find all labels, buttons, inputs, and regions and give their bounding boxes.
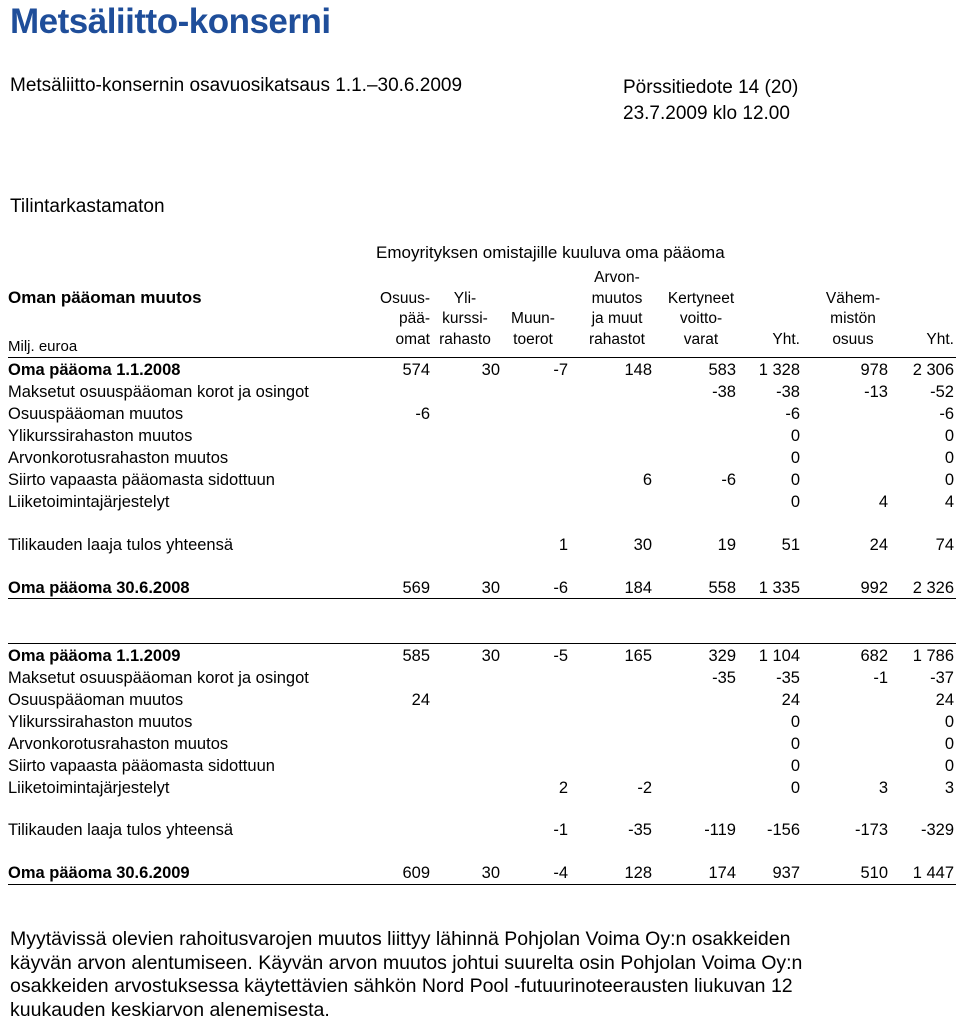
row-label: Arvonkorotusrahaston muutos [8,449,229,467]
table-row [0,819,960,841]
cell-value: 558 [708,579,736,597]
table-unit: Milj. euroa [8,338,78,355]
cell-value: 19 [717,536,736,554]
row-label: Tilikauden laaja tulos yhteensä [8,821,234,839]
cell-value: 30 [481,361,500,379]
cell-value: 0 [790,471,800,489]
table-row [0,469,960,491]
cell-value: -173 [854,821,888,839]
cell-value: -13 [864,383,888,401]
row-label: Oma pääoma 30.6.2009 [8,864,190,882]
table-row [0,711,960,733]
cell-value: 30 [633,536,652,554]
cell-value: 24 [411,691,430,709]
cell-value: 30 [481,647,500,665]
cell-value: 1 335 [758,579,800,597]
cell-value: -1 [553,821,568,839]
footnote-paragraph: Myytävissä olevien rahoitusvarojen muutos liittyy lähinnä Pohjolan Voima Oy:n osakkeiden käyvän arvon alentumiseen. Käyvän arvon muutos johtui suurelta osin Pohjolan Voima Oy:n osakkeiden arvostuksessa käytettävien sähkön Nord Pool -futuurinoteerausten liukuvan 12 kuukauden keskiarvon alenemisesta. [10,928,803,1021]
cell-value: 51 [781,536,800,554]
cell-value: -119 [704,821,736,839]
cell-value: 0 [790,493,800,511]
column-header: Yli- kurssi- rahasto [439,289,491,348]
column-header: Osuus- pää- omat [380,289,430,348]
cell-value: -6 [415,405,430,423]
cell-value: 937 [772,864,800,882]
cell-value: 165 [624,647,652,665]
cell-value: -329 [920,821,954,839]
cell-value: -6 [553,579,568,597]
cell-value: 682 [860,647,888,665]
row-label: Siirto vapaasta pääomasta sidottuun [8,471,275,489]
row-label: Osuuspääoman muutos [8,691,184,709]
table-row [0,425,960,447]
table-rule [8,884,956,885]
row-label: Maksetut osuuspääoman korot ja osingot [8,669,309,687]
table-row [0,755,960,777]
cell-value: 0 [790,757,800,775]
cell-value: 148 [624,361,652,379]
table-row [0,689,960,711]
row-label: Siirto vapaasta pääomasta sidottuun [8,757,275,775]
cell-value: 1 104 [758,647,800,665]
cell-value: 0 [944,449,954,467]
release-number: Pörssitiedote 14 (20) [623,77,799,98]
table-row [0,733,960,755]
cell-value: 24 [869,536,888,554]
table-row [0,645,960,667]
cell-value: 609 [402,864,430,882]
table-rule [8,643,956,644]
cell-value: -37 [930,669,954,687]
cell-value: 0 [790,779,800,797]
column-header: Muun- toerot [511,310,555,348]
cell-value: 2 306 [912,361,954,379]
row-label: Arvonkorotusrahaston muutos [8,735,229,753]
table-row [0,777,960,799]
cell-value: 0 [790,427,800,445]
cell-value: 329 [708,647,736,665]
cell-value: 74 [935,536,954,554]
cell-value: 0 [944,735,954,753]
cell-value: -38 [776,383,800,401]
row-label: Tilikauden laaja tulos yhteensä [8,536,234,554]
cell-value: 0 [944,427,954,445]
row-label: Liiketoimintajärjestelyt [8,493,170,511]
table-row [0,403,960,425]
cell-value: 2 [558,779,568,797]
table-row [0,667,960,689]
column-header: Yht. [926,330,954,348]
cell-value: 569 [402,579,430,597]
cell-value: -6 [721,471,736,489]
row-label: Ylikurssirahaston muutos [8,427,193,445]
table-row [0,491,960,513]
cell-value: 574 [402,361,430,379]
row-label: Oma pääoma 1.1.2009 [8,647,181,665]
table-row [0,447,960,469]
group-header: Emoyrityksen omistajille kuuluva oma pääoma [376,243,725,262]
row-label: Oma pääoma 1.1.2008 [8,361,181,379]
cell-value: 1 786 [912,647,954,665]
cell-value: 0 [944,471,954,489]
row-label: Ylikurssirahaston muutos [8,713,193,731]
release-info [623,75,798,127]
cell-value: -2 [637,779,652,797]
cell-value: 1 328 [758,361,800,379]
cell-value: 24 [935,691,954,709]
row-label: Osuuspääoman muutos [8,405,184,423]
cell-value: 0 [790,735,800,753]
cell-value: -6 [939,405,954,423]
company-logo: Metsäliitto-konserni [10,2,331,41]
cell-value: -35 [628,821,652,839]
cell-value: 128 [624,864,652,882]
audit-note: Tilintarkastamaton [10,196,165,217]
cell-value: 1 [558,536,568,554]
cell-value: 3 [878,779,888,797]
row-label: Oma pääoma 30.6.2008 [8,579,190,597]
cell-value: 3 [944,779,954,797]
release-date: 23.7.2009 klo 12.00 [623,103,790,124]
column-header: Arvon- muutos ja muut rahastot [588,269,645,348]
cell-value: -35 [776,669,800,687]
cell-value: 992 [860,579,888,597]
cell-value: 30 [481,579,500,597]
row-label: Maksetut osuuspääoman korot ja osingot [8,383,309,401]
cell-value: -38 [712,383,736,401]
cell-value: -4 [553,864,568,882]
cell-value: -52 [930,383,954,401]
cell-value: 4 [878,493,888,511]
cell-value: -156 [766,821,800,839]
table-row [0,577,960,599]
table-row [0,534,960,556]
cell-value: 24 [781,691,800,709]
cell-value: 2 326 [912,579,954,597]
cell-value: 0 [790,449,800,467]
cell-value: 0 [944,757,954,775]
cell-value: 184 [624,579,652,597]
cell-value: 6 [642,471,652,489]
cell-value: -5 [553,647,568,665]
cell-value: 0 [790,713,800,731]
cell-value: 174 [708,864,736,882]
table-row [0,359,960,381]
table-row [0,862,960,884]
cell-value: -35 [712,669,736,687]
column-header: Yht. [772,330,800,348]
cell-value: 1 447 [912,864,954,882]
table-rule [8,357,956,358]
table-title: Oman pääoman muutos [8,288,202,307]
cell-value: 978 [860,361,888,379]
cell-value: -7 [553,361,568,379]
cell-value: 583 [708,361,736,379]
row-label: Liiketoimintajärjestelyt [8,779,170,797]
cell-value: 30 [481,864,500,882]
report-title: Metsäliitto-konsernin osavuosikatsaus 1.1.–30.6.2009 [10,75,463,96]
column-header: Kertyneet voitto- varat [667,289,735,348]
cell-value: -1 [873,669,888,687]
cell-value: 4 [944,493,954,511]
cell-value: 585 [402,647,430,665]
cell-value: 510 [860,864,888,882]
cell-value: 0 [944,713,954,731]
cell-value: -6 [785,405,800,423]
table-row [0,381,960,403]
column-header: Vähem- mistön osuus [825,289,881,348]
